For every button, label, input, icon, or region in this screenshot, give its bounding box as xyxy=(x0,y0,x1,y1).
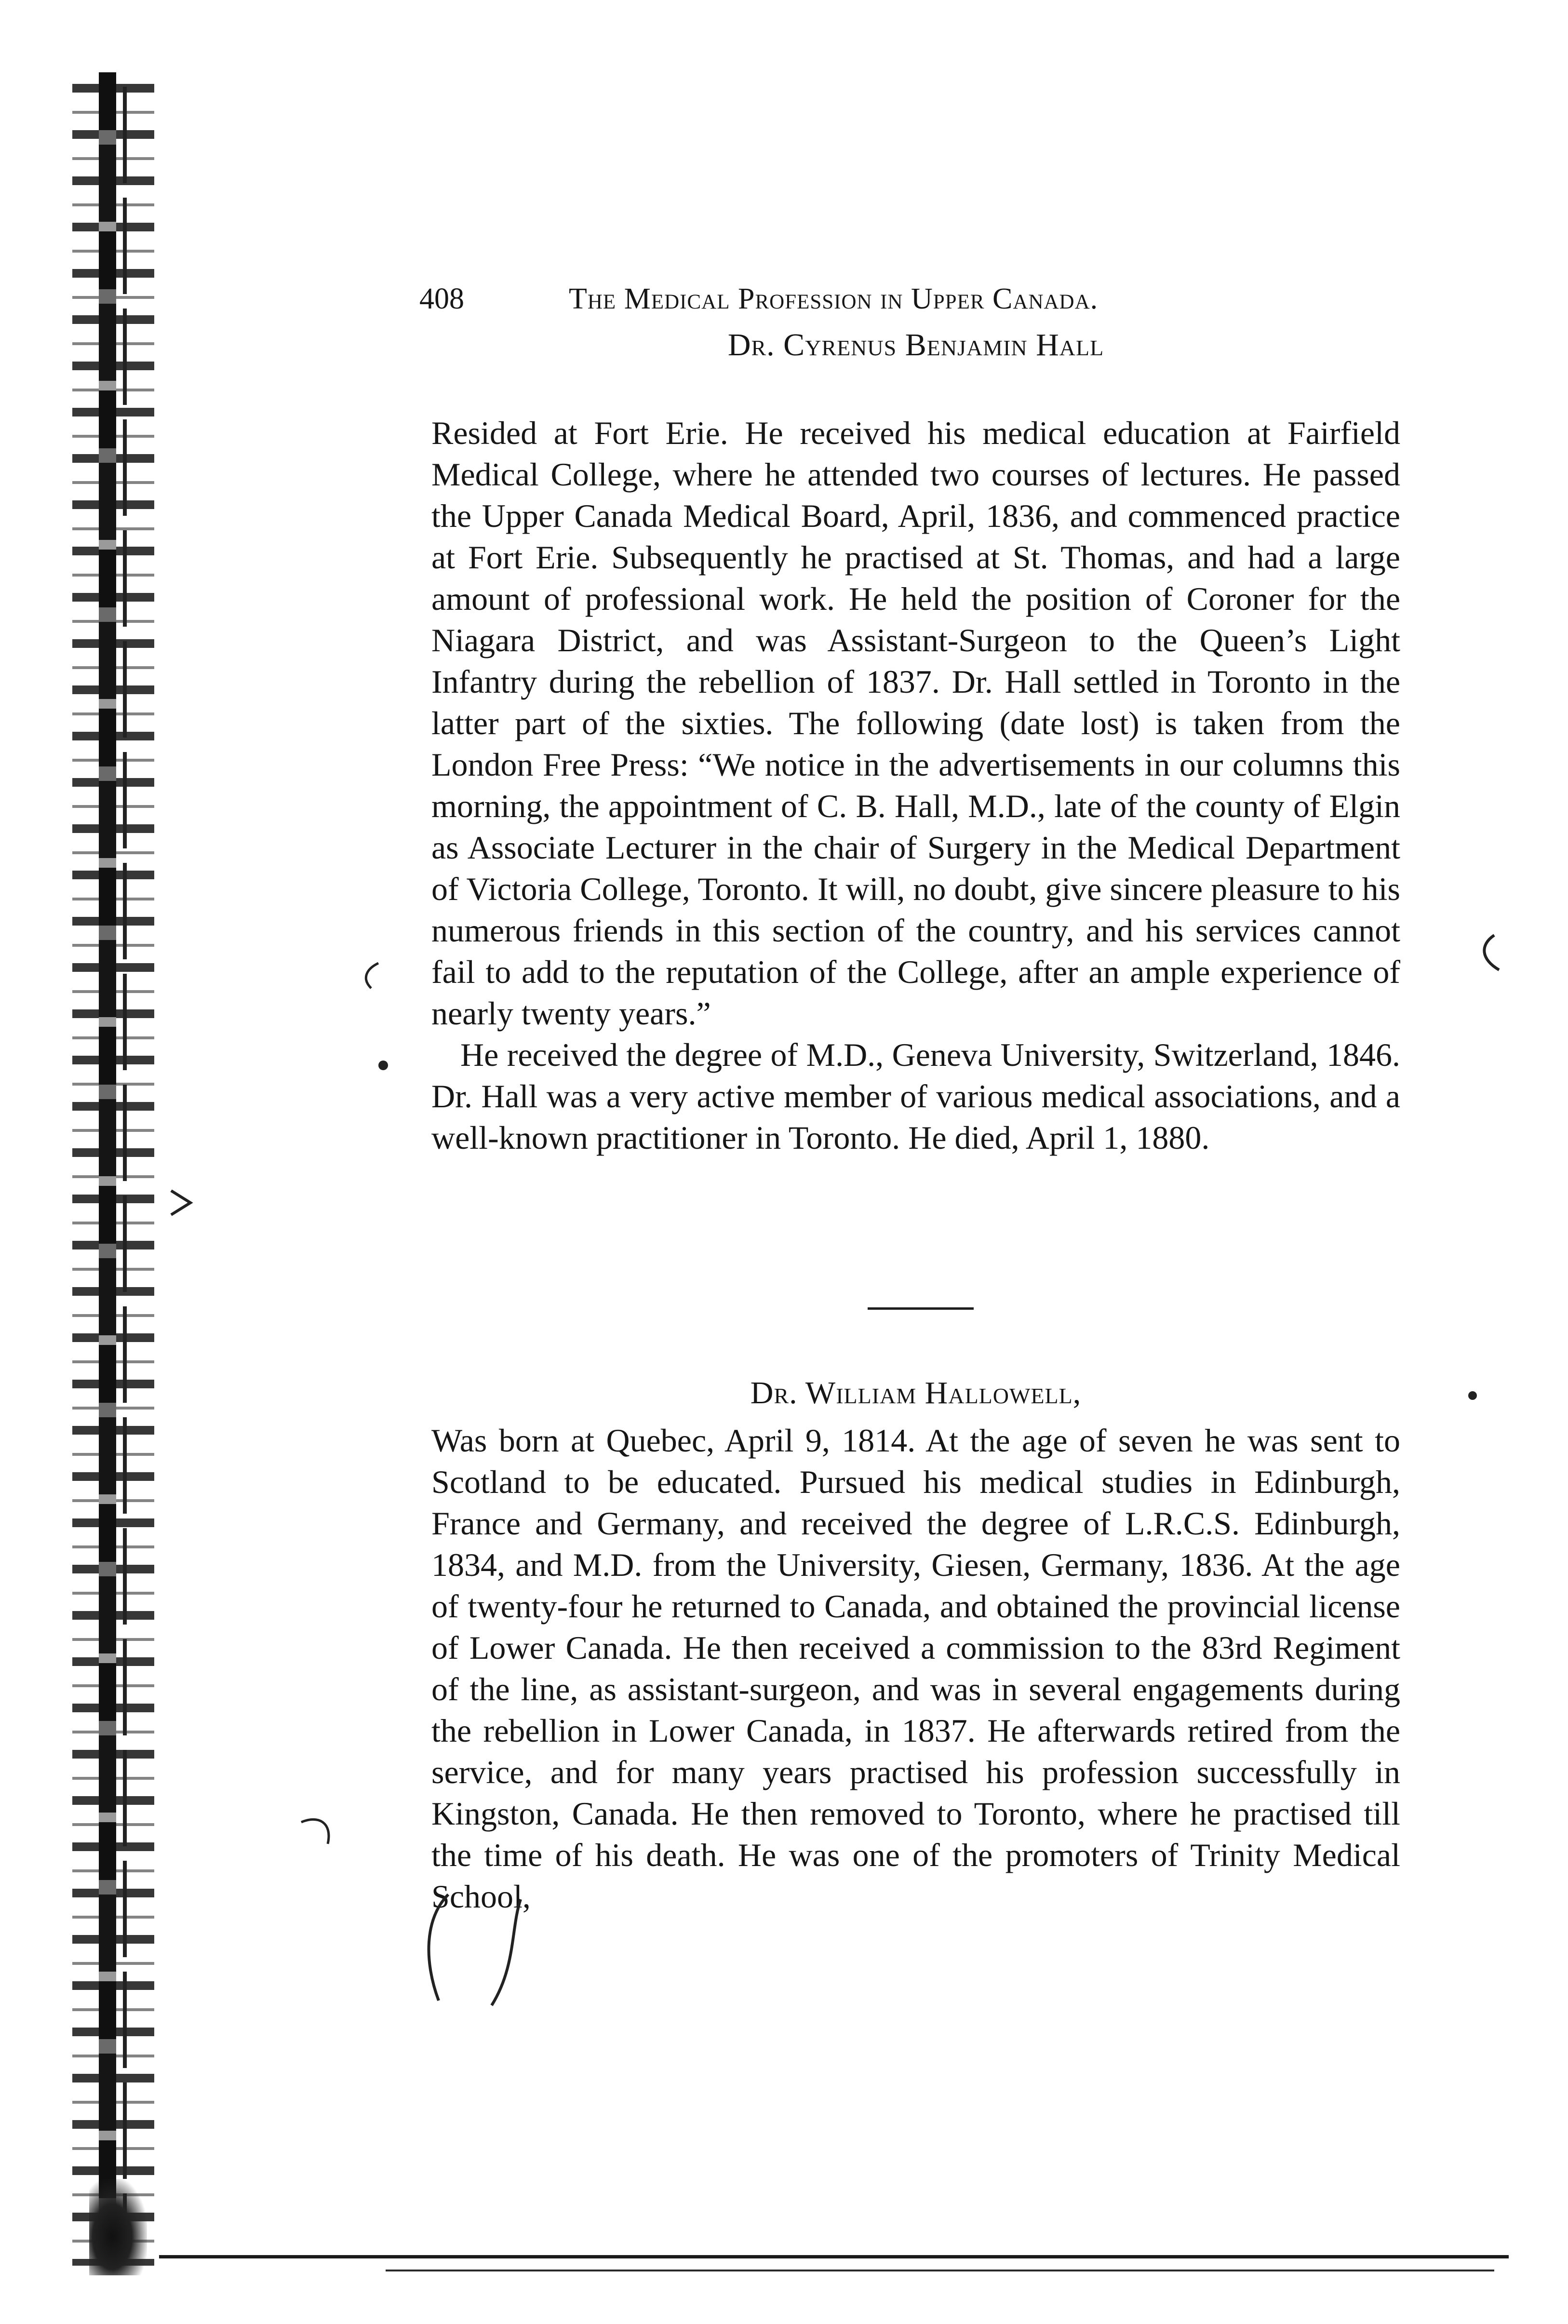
section-heading-hallowell: Dr. William Hallowell, xyxy=(750,1375,1082,1411)
pencil-bracket-mark xyxy=(419,1890,554,2015)
section-body-hallowell xyxy=(431,1420,1400,1917)
paragraph: Was born at Quebec, April 9, 1814. At the age of seven he was sent to Scotland to be educated. Pursued his medical studies in Edinburgh, France and Germany, and received the degree of L.R.C.S. Edinburgh, 1834, and M.D. from the University, Giesen, Germany, 1836. At the age of twenty-four he returned to Canada, and obtained the provincial license of Lower Canada. He then received a commission to the 83rd Regiment of the line, as assistant-surgeon, and was in several engagements during the rebellion in Lower Canada, in 1837. He afterwards retired from the service, and for many years practised his profession successfully in Kingston, Canada. He then removed to Toronto, where he practised till the time of his death. He was one of the promoters of Trinity Medical School, xyxy=(431,1422,1400,1915)
page-number: 408 xyxy=(419,282,464,315)
paragraph: Resided at Fort Erie. He received his medical education at Fairfield Medical College, where he attended two courses of lectures. He passed the Upper Canada Medical Board, April, 1836, and commenced practice at Fort Erie. Subsequently he practised at St. Thomas, and had a large amount of professional work. He held the position of Coroner for the Niagara District, and was Assistant-Surgeon to the Queen’s Light Infantry during the rebellion of 1837. Dr. Hall settled in Toronto in the latter part of the sixties. The following (date lost) is taken from the London Free Press: “We notice in the advertisements in our columns this morning, the appointment of C. B. Hall, M.D., late of the county of Elgin as Associate Lecturer in the chair of Surgery in the Medical Department of Victoria College, Toronto. It will, no doubt, give sincere pleasure to his numerous friends in this section of the country, and his services cannot fail to add to the reputation of the College, after an ample experience of nearly twenty years.” xyxy=(431,415,1400,1032)
section-body-hall xyxy=(431,412,1400,1158)
binding-line xyxy=(123,87,127,2246)
pencil-mark xyxy=(357,959,386,993)
running-header xyxy=(419,282,1335,325)
section-divider xyxy=(868,1307,974,1310)
pencil-mark xyxy=(166,1186,195,1220)
running-title: The Medical Profession in Upper Canada. xyxy=(569,282,1099,315)
pencil-mark xyxy=(299,1813,342,1846)
binding-corner-smudge xyxy=(89,2179,147,2275)
paragraph: He received the degree of M.D., Geneva University, Switzerland, 1846. Dr. Hall was a very active member of various medical associations, and a well-known practitioner in Toronto. He died, April 1, 1880. xyxy=(431,1036,1400,1156)
page-bottom-edge xyxy=(159,2255,1509,2258)
page-bottom-edge-secondary xyxy=(386,2270,1494,2271)
section-heading-hall: Dr. Cyrenus Benjamin Hall xyxy=(727,327,1104,363)
ink-dot xyxy=(376,1058,390,1073)
binding-shadow xyxy=(99,72,116,2261)
ink-dot xyxy=(1465,1388,1480,1403)
pencil-mark xyxy=(1475,930,1509,974)
